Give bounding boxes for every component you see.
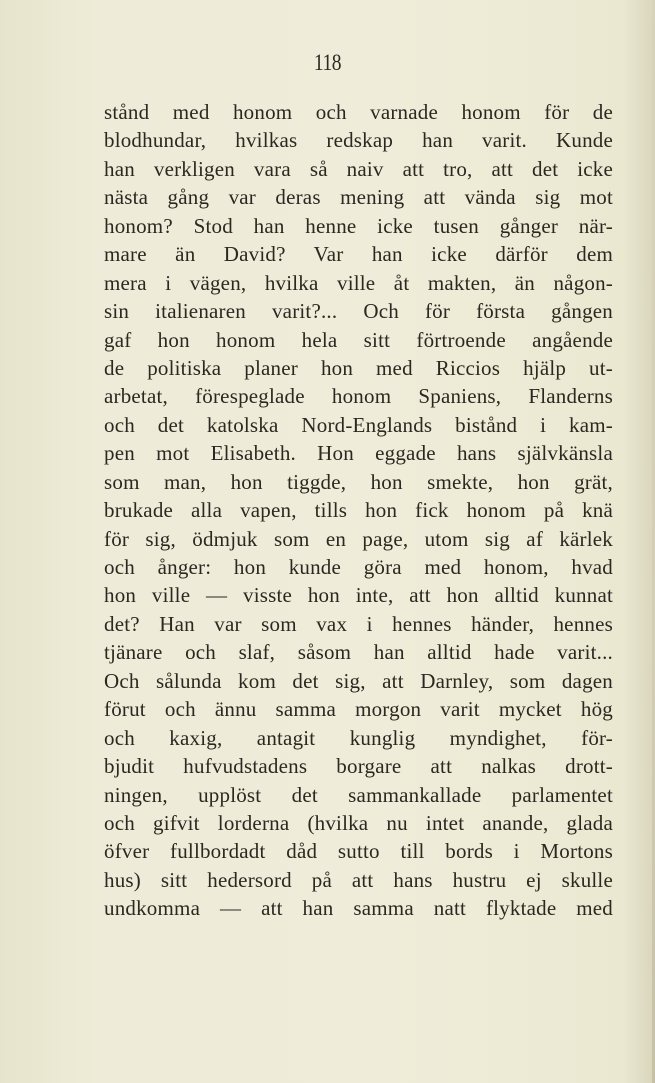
text-line: gaf hon honom hela sitt förtroende angående bbox=[104, 327, 613, 352]
text-line: ningen, upplöst det sammankallade parlamentet bbox=[104, 782, 613, 807]
text-line: stånd med honom och varnade honom för de bbox=[104, 100, 613, 124]
text-line: nästa gång var deras mening att vända sig mot bbox=[104, 185, 613, 210]
text-line: hon ville — visste hon inte, att hon alltid kunnat bbox=[104, 583, 613, 608]
text-line: och det katolska Nord-Englands bistånd i kam- bbox=[104, 412, 613, 437]
page-number: 118 bbox=[313, 50, 342, 75]
text-line: pen mot Elisabeth. Hon eggade hans självkänsla bbox=[104, 441, 613, 466]
text-line: arbetat, förespeglade honom Spaniens, Flanderns bbox=[104, 384, 613, 409]
text-line: mare än David? Var han icke därför dem bbox=[104, 242, 613, 267]
text-line: honom? Stod han henne icke tusen gånger när- bbox=[104, 213, 613, 238]
text-line: sin italienaren varit?... Och för första gången bbox=[104, 299, 613, 324]
text-line: blodhundar, hvilkas redskap han varit. Kunde bbox=[104, 128, 613, 153]
text-line: undkomma — att han samma natt flyktade med bbox=[104, 896, 613, 921]
text-line: det? Han var som vax i hennes händer, hennes bbox=[104, 611, 613, 636]
text-line: som man, hon tiggde, hon smekte, hon grät, bbox=[104, 469, 613, 494]
page-body-text bbox=[104, 98, 613, 923]
text-line: bjudit hufvudstadens borgare att nalkas drott- bbox=[104, 754, 613, 779]
text-line: och kaxig, antagit kunglig myndighet, för- bbox=[104, 725, 613, 750]
text-line: de politiska planer hon med Riccios hjälp ut- bbox=[104, 355, 613, 380]
text-line: för sig, ödmjuk som en page, utom sig af kärlek bbox=[104, 526, 613, 551]
text-line: brukade alla vapen, tills hon fick honom på knä bbox=[104, 498, 613, 523]
text-line: och gifvit lorderna (hvilka nu intet anande, glada bbox=[104, 810, 613, 835]
text-line: öfver fullbordadt dåd sutto till bords i Mortons bbox=[104, 839, 613, 864]
text-line: han verkligen vara så naiv att tro, att det icke bbox=[104, 156, 613, 181]
text-line: och ånger: hon kunde göra med honom, hvad bbox=[104, 555, 613, 579]
text-line: förut och ännu samma morgon varit mycket hög bbox=[104, 697, 613, 722]
text-line: tjänare och slaf, såsom han alltid hade varit... bbox=[104, 640, 613, 665]
text-line: Och sålunda kom det sig, att Darnley, som dagen bbox=[104, 668, 613, 693]
text-line: mera i vägen, hvilka ville åt makten, än någon- bbox=[104, 270, 613, 295]
text-line: hus) sitt hedersord på att hans hustru ej skulle bbox=[104, 867, 613, 892]
